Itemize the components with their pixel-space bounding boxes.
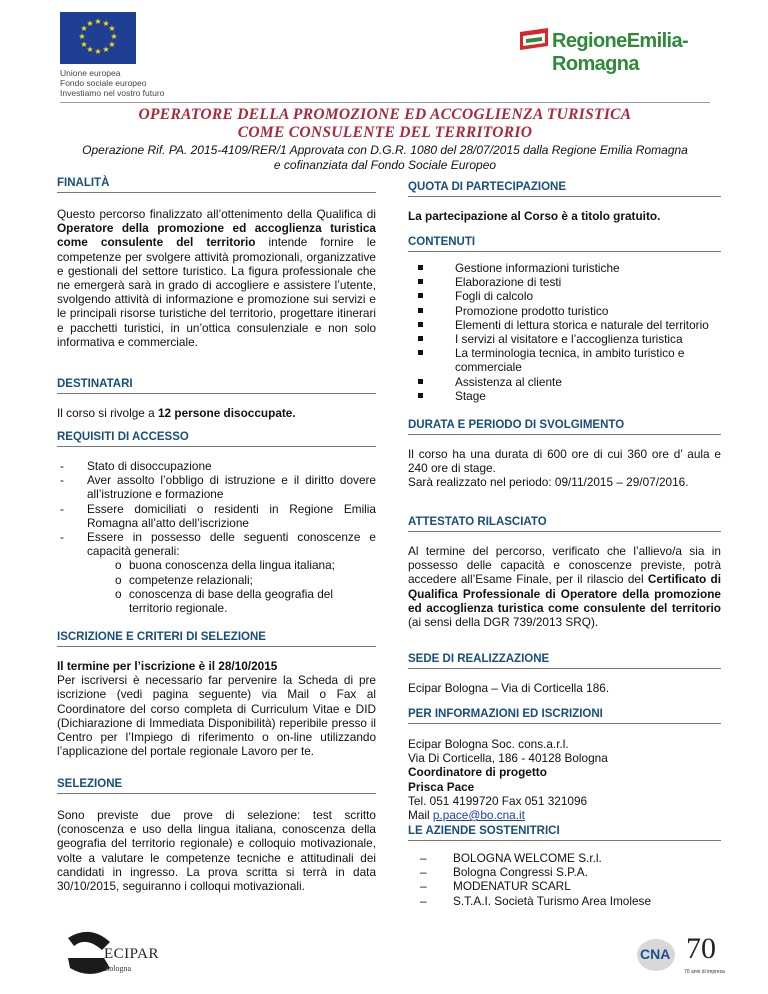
info-phone: Tel. 051 4199720 Fax 051 321096 <box>408 793 588 808</box>
svg-text:★: ★ <box>80 24 88 33</box>
section-heading-destinatari: DESTINATARI <box>57 378 376 394</box>
svg-text:★: ★ <box>86 19 94 28</box>
section-heading-durata: DURATA E PERIODO DI SVOLGIMENTO <box>408 419 721 435</box>
svg-text:★: ★ <box>94 47 102 56</box>
section-heading-finalita: FINALITÀ <box>57 177 376 193</box>
iscrizione-text <box>57 659 376 758</box>
attestato-text-1: Al termine del percorso, verificato che l’allievo/a sia in possesso delle capacità e conoscenze previste, potrà accedere all’Esame Finale, per il rilascio del <box>408 544 721 587</box>
svg-text:★: ★ <box>86 45 94 54</box>
attestato-text <box>408 544 721 629</box>
list-item: - Essere domiciliati o residenti in Regione Emilia Romagna all’atto dell’iscrizione <box>60 501 376 530</box>
eu-caption-1: Unione europea <box>60 68 121 78</box>
list-item: – S.T.A.I. Società Turismo Area Imolese <box>420 893 652 908</box>
iscrizione-deadline: Il termine per l’iscrizione è il 28/10/2015 <box>57 659 278 673</box>
section-heading-selezione: SELEZIONE <box>57 778 376 794</box>
list-item: Stage <box>408 389 721 403</box>
svg-text:★: ★ <box>80 40 88 49</box>
list-item: La terminologia tecnica, in ambito turistico e commerciale <box>408 346 721 374</box>
section-heading-aziende: LE AZIENDE SOSTENITRICI <box>408 825 721 841</box>
list-item: I servizi al visitatore e l’accoglienza turistica <box>408 332 721 346</box>
page-title-line1: OPERATORE DELLA PROMOZIONE ED ACCOGLIENZA TURISTICA <box>138 106 632 123</box>
finalita-text <box>57 207 376 349</box>
section-heading-contenuti: CONTENUTI <box>408 236 721 252</box>
svg-text:★: ★ <box>94 17 102 26</box>
eu-stars-icon <box>60 12 136 64</box>
svg-text:★: ★ <box>78 32 86 41</box>
section-heading-iscrizione: ISCRIZIONE E CRITERI DI SELEZIONE <box>57 631 376 647</box>
durata-text-2: Sarà realizzato nel periodo: 09/11/2015 – 29/07/2016. <box>408 475 689 490</box>
info-coordinator-name: Prisca Pace <box>408 779 475 794</box>
list-item: Elementi di lettura storica e naturale del territorio <box>408 318 721 332</box>
list-subitem: o competenze relazionali; <box>115 572 253 587</box>
subtitle-line2: e cofinanziata dal Fondo Sociale Europeo <box>273 158 497 172</box>
list-item: – Bologna Congressi S.P.A. <box>420 865 588 880</box>
destinatari-text <box>57 406 376 420</box>
requisiti-list <box>57 459 376 615</box>
quota-text <box>408 209 721 223</box>
section-heading-sede: SEDE DI REALIZZAZIONE <box>408 653 721 669</box>
section-heading-info: PER INFORMAZIONI ED ISCRIZIONI <box>408 708 721 724</box>
info-mail-row <box>408 808 721 822</box>
svg-text:★: ★ <box>102 45 110 54</box>
list-item: - Aver assolto l’obbligo di istruzione e il diritto dovere all’istruzione e formazione <box>60 473 376 502</box>
durata-text-1: Il corso ha una durata di 600 ore di cui 360 ore d’ aula e 240 ore di stage. <box>408 447 721 476</box>
eu-caption-2: Fondo sociale europeo <box>60 78 147 88</box>
eu-flag-logo <box>60 12 136 64</box>
page-title-line2: COME CONSULENTE DEL TERRITORIO <box>237 124 533 141</box>
iscrizione-body: Per iscriversi è necessario far pervenire la Scheda di pre iscrizione (vedi pagina seguente) via Mail o Fax al Coordinatore del corso completa di Curriculum Vitae e DID (Dichiarazione di Immediata Disponibilità) reperibile presso il Centro per l’Impiego di riferimento o on-line utilizzando l’applicazione del portale regionale Lavoro per te. <box>57 673 376 759</box>
list-item: Assistenza al cliente <box>408 375 721 389</box>
subtitle-line1: Operazione Rif. PA. 2015-4109/RER/1 Approvata con D.G.R. 1080 del 28/07/2015 dalla Regione Emilia Romagna <box>82 143 688 157</box>
list-subitem: o conoscenza di base della geografia del territorio regionale. <box>115 586 333 616</box>
info-block <box>408 737 721 822</box>
quota-bold: La partecipazione al Corso è a titolo gratuito. <box>408 209 661 223</box>
list-item: Elaborazione di testi <box>408 275 721 289</box>
destinatari-text-1: Il corso si rivolge a <box>57 406 158 420</box>
header-divider <box>60 102 710 103</box>
cna-logo-text: CNA <box>640 946 671 962</box>
durata-text <box>408 447 721 490</box>
list-item: Fogli di calcolo <box>408 289 721 303</box>
info-mail-label: Mail <box>408 808 433 823</box>
svg-text:★: ★ <box>108 24 116 33</box>
ecipar-logo-city: Bologna <box>104 964 132 973</box>
attestato-text-2: (ai sensi della DGR 739/2013 SRQ). <box>408 615 599 630</box>
svg-text:★: ★ <box>102 19 110 28</box>
finalita-bold: Operatore della promozione ed accoglienza turistica come consulente del territorio <box>57 221 376 250</box>
list-item: – BOLOGNA WELCOME S.r.l. <box>420 851 602 865</box>
regione-logo-icon <box>520 28 548 50</box>
list-item: – MODENATUR SCARL <box>420 879 571 894</box>
ecipar-logo-text: ECIPAR <box>104 946 159 962</box>
finalita-text-1: Questo percorso finalizzato all’ottenimento della Qualifica di <box>57 207 376 221</box>
email-link[interactable]: p.pace@bo.cna.it <box>432 808 525 823</box>
finalita-text-2: intende fornire le competenze per svolgere attività promozionali, organizzative e gestionali del settore turistico. La figura professionale che ne emergerà sarà in grado di accogliere e assistere l’utente, svolgendo attività di informazione e promozione sui servizi e le principali risorse turistiche del territorio, progettare itinerari e pacchetti turistici, in un’ottica consulenziale e non solo informativa e commerciale. <box>57 235 376 349</box>
svg-text:★: ★ <box>110 32 118 41</box>
section-heading-attestato: ATTESTATO RILASCIATO <box>408 516 721 532</box>
selezione-text: Sono previste due prove di selezione: test scritto (conoscenza e uso della lingua italiana, conoscenza della geografia del territorio regionale) e colloquio motivazionale, volte a valutare le competenze tecniche e attitudinali dei candidati in ingresso. La prova scritta si terrà in data 30/10/2015, seguiranno i colloqui motivazionali. <box>57 808 376 894</box>
aziende-list <box>408 851 721 908</box>
destinatari-bold: 12 persone disoccupate. <box>157 406 296 420</box>
sede-text: Ecipar Bologna – Via di Corticella 186. <box>408 681 610 695</box>
svg-text:★: ★ <box>108 40 116 49</box>
list-item: Gestione informazioni turistiche <box>408 261 721 275</box>
list-item: - Stato di disoccupazione <box>60 459 212 473</box>
attestato-bold: Certificato di Qualifica Professionale di Operatore della promozione ed accoglienza turistica come consulente del territorio <box>408 572 721 615</box>
contenuti-list <box>408 261 721 403</box>
regione-logo-text: RegioneEmilia-Romagna <box>552 30 689 75</box>
seventy-anniversary-icon: 70 <box>686 932 716 965</box>
cna-tagline: 70 anni di impresa <box>684 969 725 975</box>
info-address: Via Di Corticella, 186 - 40128 Bologna <box>408 751 608 766</box>
eu-caption-3: Investiamo nel vostro futuro <box>60 88 165 98</box>
list-item: - Essere in possesso delle seguenti conoscenze e capacità generali: <box>60 530 376 559</box>
list-item: Promozione prodotto turistico <box>408 304 721 318</box>
section-heading-quota: QUOTA DI PARTECIPAZIONE <box>408 181 721 197</box>
info-coordinator-label: Coordinatore di progetto <box>408 765 547 780</box>
info-company: Ecipar Bologna Soc. cons.a.r.l. <box>408 737 569 751</box>
list-subitem: o buona conoscenza della lingua italiana; <box>115 558 335 573</box>
section-heading-requisiti: REQUISITI DI ACCESSO <box>57 431 376 447</box>
